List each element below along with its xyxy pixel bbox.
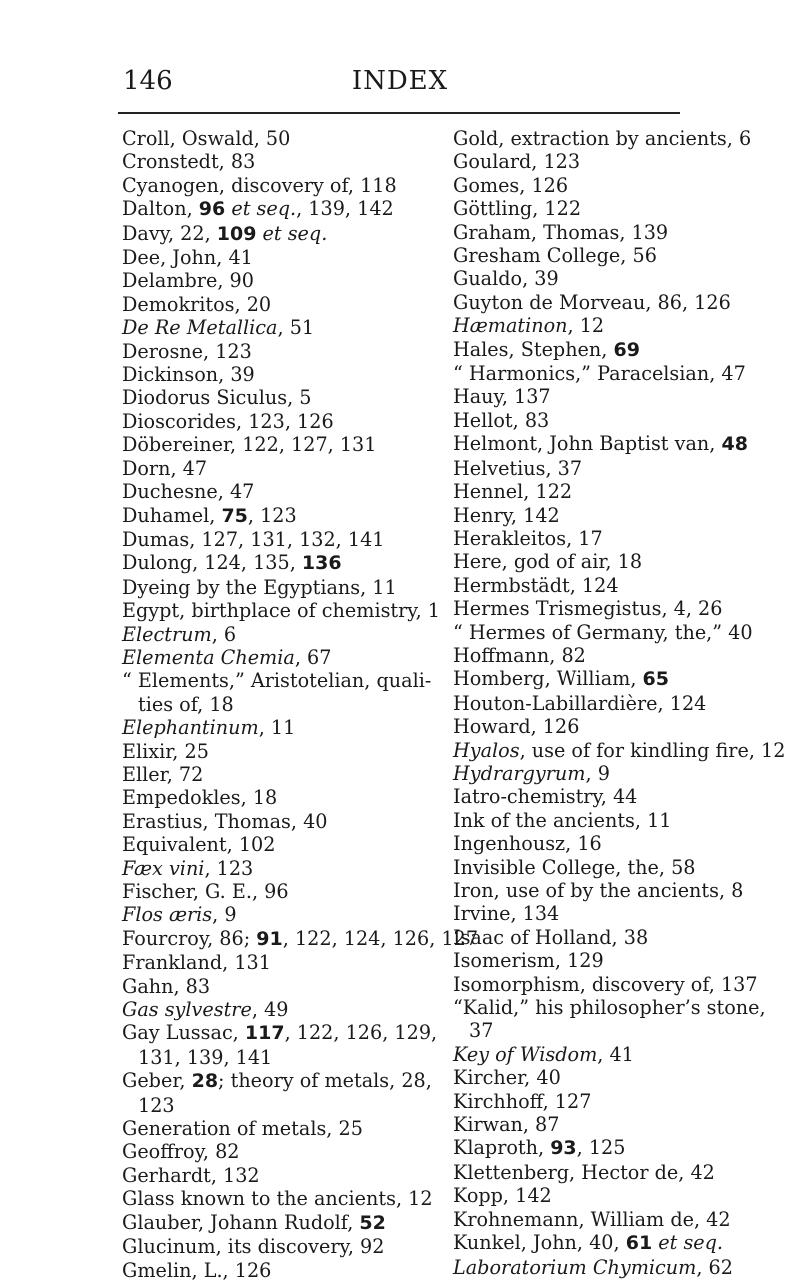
italic-text: Fæx vini xyxy=(122,856,205,880)
index-entry xyxy=(453,1256,783,1279)
index-entry xyxy=(122,316,437,339)
entry-text: Dee, John, 41 xyxy=(122,246,253,270)
entry-text: Dumas, 127, 131, 132, 141 xyxy=(122,527,385,551)
entry-text: Helvetius, 37 xyxy=(453,456,583,480)
entry-text: Erastius, Thomas, 40 xyxy=(122,809,328,833)
index-entry xyxy=(122,386,437,409)
entry-text: Dorn, 47 xyxy=(122,456,208,480)
entry-text: Croll, Oswald, 50 xyxy=(122,127,291,150)
entry-text: Davy, 22, xyxy=(122,221,217,245)
index-entry xyxy=(453,879,783,902)
index-entry xyxy=(122,693,437,716)
entry-text: Gualdo, 39 xyxy=(453,267,559,291)
entry-text: Henry, 142 xyxy=(453,503,560,527)
index-entry xyxy=(122,951,437,974)
index-entry xyxy=(453,996,783,1019)
index-entry xyxy=(122,433,437,456)
entry-text: Geoffroy, 82 xyxy=(122,1140,240,1164)
entry-text: Hennel, 122 xyxy=(453,480,573,504)
entry-text: Guyton de Morveau, 86, 126 xyxy=(453,290,731,314)
index-entry xyxy=(122,246,437,269)
entry-text: , 51 xyxy=(277,316,315,340)
entry-text: Gmelin, L., 126 xyxy=(122,1258,272,1282)
entry-text: Cronstedt, 83 xyxy=(122,150,256,174)
index-entry xyxy=(453,1090,783,1113)
entry-text: “ Elements,” Aristotelian, quali- xyxy=(122,669,432,693)
index-entry xyxy=(122,740,437,763)
entry-text: Geber, xyxy=(122,1069,192,1093)
index-column-left xyxy=(122,127,479,1282)
entry-text: Hermbstädt, 124 xyxy=(453,573,619,597)
index-entry xyxy=(453,667,783,691)
entry-text: “ Harmonics,” Paracelsian, 47 xyxy=(453,362,746,386)
entry-text: Hoffmann, 82 xyxy=(453,643,586,667)
index-column-right xyxy=(453,127,786,1279)
index-entry xyxy=(453,597,783,620)
entry-text: ; theory of metals, 28, xyxy=(218,1069,432,1093)
entry-text: Cyanogen, discovery of, 118 xyxy=(122,173,397,197)
bold-page-ref: 93 xyxy=(550,1137,577,1160)
entry-text: , 11 xyxy=(258,716,296,740)
index-entry xyxy=(122,810,437,833)
index-entry xyxy=(122,1069,437,1093)
index-entry xyxy=(453,926,783,949)
entry-text: Here, god of air, 18 xyxy=(453,550,643,574)
entry-text: Kopp, 142 xyxy=(453,1184,552,1208)
entry-text: Gomes, 126 xyxy=(453,173,569,197)
index-entry xyxy=(122,1235,437,1258)
index-entry xyxy=(453,574,783,597)
entry-text: “Kalid,” his philosopher’s stone, xyxy=(453,996,766,1020)
entry-text: Isomerism, 129 xyxy=(453,949,604,973)
entry-text: Duchesne, 47 xyxy=(122,480,255,504)
index-entry xyxy=(453,550,783,573)
index-entry xyxy=(453,809,783,832)
entry-text: Gold, extraction by ancients, 6 xyxy=(453,127,752,150)
index-entry xyxy=(122,1140,437,1163)
entry-text: , 49 xyxy=(251,998,289,1022)
entry-text: Göttling, 122 xyxy=(453,197,582,221)
index-entry xyxy=(453,504,783,527)
bold-page-ref: 96 xyxy=(198,198,226,221)
entry-text: Equivalent, 102 xyxy=(122,833,276,857)
bold-page-ref: 52 xyxy=(359,1211,386,1234)
entry-text: Generation of metals, 25 xyxy=(122,1117,363,1141)
entry-text: Dulong, 124, 135, xyxy=(122,551,302,575)
index-entry xyxy=(122,222,437,246)
entry-text: Hermes Trismegistus, 4, 26 xyxy=(453,597,723,621)
entry-text: Iatro-chemistry, 44 xyxy=(453,785,638,809)
entry-text: Howard, 126 xyxy=(453,715,580,739)
entry-text: Gresham College, 56 xyxy=(453,244,657,268)
italic-text: De Re Metallica xyxy=(122,316,278,340)
entry-text: , 123 xyxy=(247,503,297,527)
entry-text: Glauber, Johann Rudolf, xyxy=(122,1210,360,1234)
page-header xyxy=(0,66,800,106)
bold-page-ref: 91 xyxy=(256,927,283,950)
index-entry xyxy=(453,762,783,785)
entry-text: 123 xyxy=(138,1093,175,1117)
index-entry xyxy=(122,880,437,903)
entry-text: Gay Lussac, xyxy=(122,1021,245,1045)
italic-text: et seq. xyxy=(658,1231,724,1255)
index-entry xyxy=(453,197,783,220)
index-entry xyxy=(122,1164,437,1187)
index-entry xyxy=(122,998,437,1021)
index-entry xyxy=(122,857,437,880)
index-entry xyxy=(122,646,437,669)
index-entry xyxy=(453,1161,783,1184)
index-entry xyxy=(122,1021,437,1045)
index-entry xyxy=(453,1208,783,1231)
index-entry xyxy=(453,150,783,173)
index-entry xyxy=(122,903,437,926)
entry-text: Klettenberg, Hector de, 42 xyxy=(453,1160,715,1184)
index-entry xyxy=(453,1136,783,1160)
index-entry xyxy=(453,127,783,150)
index-entry xyxy=(453,738,786,762)
entry-text: Fourcroy, 86; xyxy=(122,926,257,950)
index-entry xyxy=(122,363,437,386)
index-entry xyxy=(453,1184,783,1207)
index-entry xyxy=(122,457,437,480)
entry-text: Eller, 72 xyxy=(122,762,204,786)
italic-text: Hæmatinon xyxy=(453,314,568,338)
index-entry xyxy=(453,244,783,267)
index-entry xyxy=(122,1187,437,1210)
index-entry xyxy=(453,621,783,644)
entry-text: Houton-Labillardière, 124 xyxy=(453,691,707,715)
index-entry xyxy=(453,692,783,715)
index-entry xyxy=(453,174,783,197)
entry-text: Derosne, 123 xyxy=(122,339,252,363)
bold-page-ref: 75 xyxy=(221,504,248,527)
index-entry xyxy=(122,197,437,221)
index-entry xyxy=(122,576,437,599)
entry-text: , 6 xyxy=(211,622,237,646)
index-entry xyxy=(122,1259,437,1282)
index-entry xyxy=(122,716,437,739)
entry-text: Isomorphism, discovery of, 137 xyxy=(453,972,758,996)
entry-text: , 123 xyxy=(204,856,254,880)
entry-text: , 67 xyxy=(294,645,332,669)
index-entry xyxy=(453,832,783,855)
entry-text: Kirchhoff, 127 xyxy=(453,1089,592,1113)
entry-text: Iron, use of by the ancients, 8 xyxy=(453,879,744,902)
entry-text: , use of for kindling fire, 12 xyxy=(519,738,786,762)
page-number: 146 xyxy=(123,66,173,96)
entry-text: , 12 xyxy=(567,314,605,338)
entry-text: ties of, 18 xyxy=(138,692,234,716)
index-entry xyxy=(122,480,437,503)
index-entry xyxy=(122,127,437,150)
entry-text: , 62 xyxy=(696,1255,733,1279)
entry-text: Glucinum, its discovery, 92 xyxy=(122,1235,385,1259)
entry-text: Irvine, 134 xyxy=(453,902,560,926)
entry-text: , 125 xyxy=(576,1136,626,1160)
entry-text: Graham, Thomas, 139 xyxy=(453,220,669,244)
entry-text: “ Hermes of Germany, the,” 40 xyxy=(453,620,753,644)
entry-text: Kirwan, 87 xyxy=(453,1113,560,1137)
index-entry xyxy=(453,221,783,244)
index-entry xyxy=(122,975,437,998)
entry-text: , 41 xyxy=(597,1042,634,1066)
bold-page-ref: 65 xyxy=(642,668,669,691)
index-entry xyxy=(453,480,783,503)
entry-text: Delambre, 90 xyxy=(122,269,254,293)
bold-page-ref: 48 xyxy=(721,433,748,456)
entry-text: Dickinson, 39 xyxy=(122,363,255,387)
index-entry xyxy=(122,669,437,692)
entry-text: Herakleitos, 17 xyxy=(453,526,603,550)
entry-text: , 9 xyxy=(585,761,610,785)
index-entry xyxy=(453,644,783,667)
entry-text: Krohnemann, William de, 42 xyxy=(453,1207,731,1231)
italic-text: Flos æris xyxy=(122,903,213,927)
italic-text: Hydrargyrum xyxy=(453,761,586,785)
index-entry xyxy=(453,457,783,480)
entry-text: Kunkel, John, 40, xyxy=(453,1231,626,1255)
entry-text: 37 xyxy=(469,1019,494,1043)
entry-text: Klaproth, xyxy=(453,1136,551,1160)
index-entry xyxy=(453,1043,783,1066)
entry-text: Isaac of Holland, 38 xyxy=(453,925,649,949)
index-entry xyxy=(122,269,437,292)
entry-text: , 122, 126, 129, xyxy=(284,1021,438,1045)
index-entry xyxy=(122,551,437,575)
entry-text: Hales, Stephen, xyxy=(453,337,614,361)
index-entry xyxy=(122,150,437,173)
index-entry xyxy=(453,949,783,972)
index-entry xyxy=(453,1066,783,1089)
index-entry xyxy=(122,340,437,363)
bold-page-ref: 28 xyxy=(191,1070,219,1093)
index-entry xyxy=(122,599,441,623)
entry-text: , 9 xyxy=(212,903,237,927)
italic-text: Key of Wisdom xyxy=(453,1042,598,1066)
entry-text: Kircher, 40 xyxy=(453,1066,561,1090)
index-entry xyxy=(453,409,783,432)
page-title: INDEX xyxy=(351,66,449,96)
entry-text: Döbereiner, 122, 127, 131 xyxy=(122,433,377,457)
entry-text: Fischer, G. E., 96 xyxy=(122,880,289,903)
entry-text: , 139, 142 xyxy=(296,197,394,221)
index-entry xyxy=(453,1231,783,1255)
entry-text: Dioscorides, 123, 126 xyxy=(122,409,334,433)
header-rule xyxy=(118,112,680,114)
entry-text: Empedokles, 18 xyxy=(122,786,278,810)
italic-text: Elementa Chemia xyxy=(122,645,295,669)
index-entry xyxy=(122,504,437,528)
italic-text: Electrum xyxy=(122,622,212,646)
index-entry xyxy=(453,973,783,996)
entry-text: 131, 139, 141 xyxy=(138,1045,273,1069)
index-entry xyxy=(453,1019,783,1042)
index-entry xyxy=(453,527,783,550)
italic-text: Hyalos xyxy=(453,738,520,762)
italic-text: Gas sylvestre xyxy=(122,998,252,1022)
index-entry xyxy=(453,902,783,925)
entry-text: Homberg, William, xyxy=(453,667,643,691)
italic-text: Laboratorium Chymicum xyxy=(453,1255,697,1279)
entry-text: Duhamel, xyxy=(122,503,222,527)
index-entry xyxy=(122,833,437,856)
index-entry xyxy=(122,786,437,809)
index-entry xyxy=(122,1094,437,1117)
entry-text: Dyeing by the Egyptians, 11 xyxy=(122,575,397,599)
entry-text: , 122, 124, 126, 127 xyxy=(282,926,479,950)
bold-page-ref: 117 xyxy=(244,1022,285,1045)
index-entry xyxy=(453,267,783,290)
entry-text: Goulard, 123 xyxy=(453,150,581,174)
italic-text: et seq. xyxy=(231,197,297,221)
index-entry xyxy=(122,763,437,786)
index-entry xyxy=(122,410,437,433)
entry-text: Ingenhousz, 16 xyxy=(453,832,602,856)
italic-text: Elephantinum xyxy=(122,716,259,740)
index-entry xyxy=(122,1117,437,1140)
index-entry xyxy=(453,291,783,314)
index-entry xyxy=(122,293,437,316)
index-entry xyxy=(453,314,783,337)
index-entry xyxy=(122,1211,437,1235)
index-entry xyxy=(453,385,783,408)
entry-text: Gahn, 83 xyxy=(122,974,211,998)
index-entry xyxy=(453,432,783,456)
index-entry xyxy=(453,715,783,738)
italic-text: et seq. xyxy=(262,221,328,245)
entry-text: Demokritos, 20 xyxy=(122,292,272,316)
entry-text: Glass known to the ancients, 12 xyxy=(122,1187,433,1211)
index-entry xyxy=(122,1046,437,1069)
entry-text: Helmont, John Baptist van, xyxy=(453,432,722,456)
index-entry xyxy=(453,1113,783,1136)
entry-text: Egypt, birthplace of chemistry, 1 xyxy=(122,599,441,623)
index-entry xyxy=(122,528,437,551)
index-entry xyxy=(453,856,783,879)
entry-text: Hellot, 83 xyxy=(453,408,550,432)
entry-text: Diodorus Siculus, 5 xyxy=(122,386,312,410)
index-entry xyxy=(453,785,783,808)
entry-text: Gerhardt, 132 xyxy=(122,1163,260,1187)
index-entry xyxy=(122,926,479,951)
entry-text: Hauy, 137 xyxy=(453,385,551,409)
index-entry xyxy=(453,362,783,385)
index-entry xyxy=(122,623,437,646)
index-entry xyxy=(453,338,783,362)
entry-text: Frankland, 131 xyxy=(122,951,271,975)
bold-page-ref: 61 xyxy=(625,1232,653,1255)
bold-page-ref: 136 xyxy=(301,552,342,575)
entry-text: Invisible College, the, 58 xyxy=(453,855,696,879)
entry-text: Ink of the ancients, 11 xyxy=(453,808,672,832)
entry-text: Dalton, xyxy=(122,197,199,221)
bold-page-ref: 109 xyxy=(216,222,257,245)
index-entry xyxy=(122,174,437,197)
entry-text: Elixir, 25 xyxy=(122,739,209,763)
bold-page-ref: 69 xyxy=(613,338,640,361)
